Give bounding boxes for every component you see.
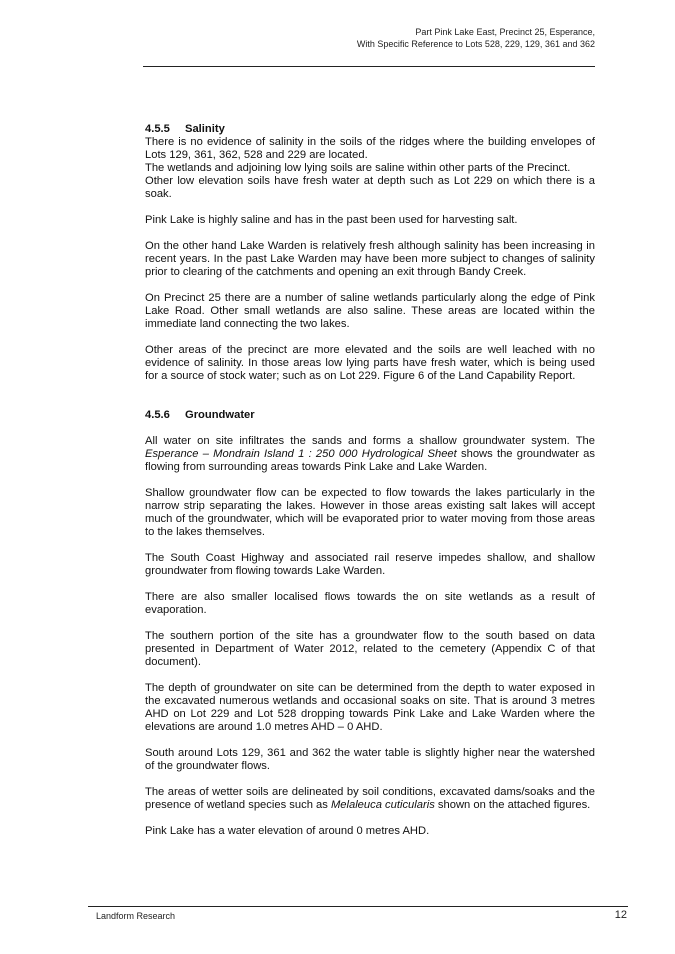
text-run: shown on the attached figures. xyxy=(434,799,591,811)
hydrological-sheet-title: Esperance – Mondrain Island 1 : 250 000 Hydrological Sheet xyxy=(145,448,457,460)
section-number: 4.5.6 xyxy=(145,409,170,421)
text-run: shows the groundwater as flowing from surrounding areas towards Pink Lake and Lake Warden. xyxy=(145,448,595,473)
header-line-1: Part Pink Lake East, Precinct 25, Esperance, xyxy=(415,27,595,37)
section-title: Salinity xyxy=(185,123,225,135)
groundwater-paragraph-7: South around Lots 129, 361 and 362 the water table is slightly higher near the watershed of the groundwater flows. xyxy=(145,747,595,772)
section-heading-salinity xyxy=(145,123,595,136)
section-title: Groundwater xyxy=(185,409,255,421)
salinity-p1-line-3: Other low elevation soils have fresh water at depth such as Lot 229 on which there is a soak. xyxy=(145,175,595,200)
groundwater-paragraph-5: The southern portion of the site has a groundwater flow to the south based on data presented in Department of Water 2012, related to the cemetery (Appendix C of that document). xyxy=(145,630,595,668)
groundwater-paragraph-2: Shallow groundwater flow can be expected to flow towards the lakes particularly in the narrow strip separating the lakes. However in those areas existing salt lakes will accept much of the groundwater, which will be evaporated prior to water moving from those areas to the lakes themselves. xyxy=(145,487,595,538)
groundwater-paragraph-6: The depth of groundwater on site can be determined from the depth to water exposed in the excavated numerous wetlands and occasional soaks on site. That is around 3 metres AHD on Lot 229 and Lot 528 dropping towards Pink Lake and Lake Warden where the elevations are around 1.0 metres AHD – 0 AHD. xyxy=(145,682,595,733)
salinity-paragraph-1 xyxy=(145,136,595,201)
section-number: 4.5.5 xyxy=(145,123,170,135)
page-body xyxy=(145,123,595,851)
text-run: The areas of wetter soils are delineated by soil conditions, excavated dams/soaks and the presence of wetland species such as xyxy=(145,786,595,811)
groundwater-paragraph-3: The South Coast Highway and associated rail reserve impedes shallow, and shallow groundwater from flowing towards Lake Warden. xyxy=(145,552,595,577)
species-name: Melaleuca cuticularis xyxy=(330,799,435,811)
footer-rule xyxy=(88,906,628,907)
groundwater-paragraph-8 xyxy=(145,786,595,812)
salinity-p1-line-1: There is no evidence of salinity in the soils of the ridges where the building envelopes of Lots 129, 361, 362, 528 and 229 are located. xyxy=(145,136,595,161)
footer-organisation: Landform Research xyxy=(96,911,176,921)
salinity-paragraph-3: On the other hand Lake Warden is relatively fresh although salinity has been increasing in recent years. In the past Lake Warden may have been more subject to changes of salinity prior to clearing of the catchments and opening an exit through Bandy Creek. xyxy=(145,240,595,278)
salinity-paragraph-5: Other areas of the precinct are more elevated and the soils are well leached with no evidence of salinity. In those areas low lying parts have fresh water, which is being used for a source of stock water; such as on Lot 229. Figure 6 of the Land Capability Report. xyxy=(145,344,595,382)
groundwater-paragraph-4: There are also smaller localised flows towards the on site wetlands as a result of evaporation. xyxy=(145,591,595,616)
salinity-paragraph-4: On Precinct 25 there are a number of saline wetlands particularly along the edge of Pink Lake Road. Other small wetlands are also saline. These areas are located within the immediate land connecting the two lakes. xyxy=(145,292,595,330)
groundwater-paragraph-1 xyxy=(145,435,595,474)
groundwater-paragraph-9: Pink Lake has a water elevation of around 0 metres AHD. xyxy=(145,825,430,837)
header-line-2: With Specific Reference to Lots 528, 229, 129, 361 and 362 xyxy=(356,39,595,49)
section-heading-groundwater xyxy=(145,409,595,422)
text-run: All water on site infiltrates the sands and forms a shallow groundwater system. The xyxy=(145,435,595,447)
salinity-paragraph-2: Pink Lake is highly saline and has in the past been used for harvesting salt. xyxy=(145,214,518,226)
page-number: 12 xyxy=(614,909,627,921)
salinity-p1-line-2: The wetlands and adjoining low lying soils are saline within other parts of the Precinct. xyxy=(145,162,571,174)
running-header xyxy=(357,26,595,50)
header-rule xyxy=(143,66,595,67)
